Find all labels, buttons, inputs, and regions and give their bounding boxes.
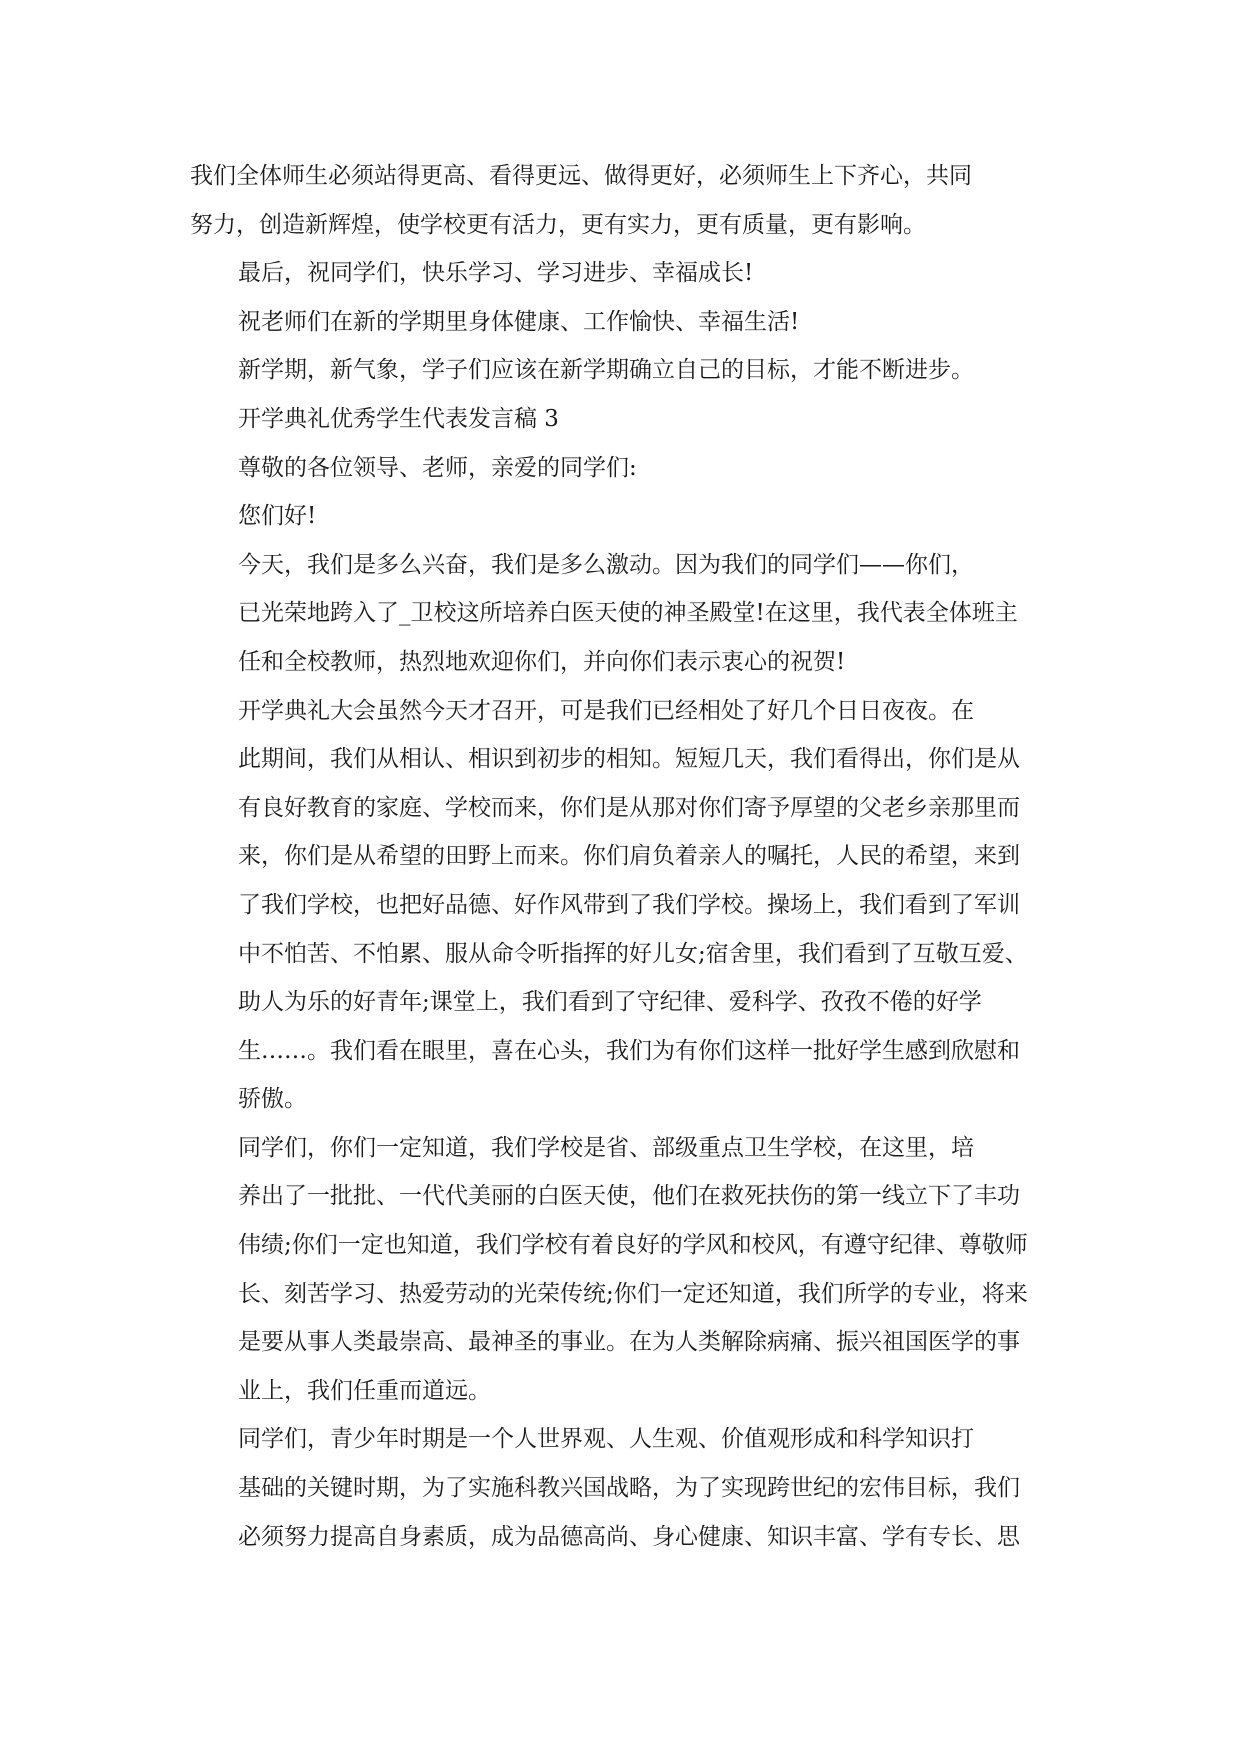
text-line: 新学期，新气象，学子们应该在新学期确立自己的目标，才能不断进步。 [238, 357, 974, 384]
text-line: 长、刻苦学习、热爱劳动的光荣传统;你们一定还知道，我们所学的专业，将来 [238, 1280, 1028, 1307]
text-line: 助人为乐的好青年;课堂上，我们看到了守纪律、爱科学、孜孜不倦的好学 [238, 989, 982, 1016]
text-line: 伟绩;你们一定也知道，我们学校有着良好的学风和校风，有遵守纪律、尊敬师 [238, 1232, 1028, 1259]
paragraph [190, 346, 1060, 395]
text-line: 来，你们是从希望的田野上而来。你们肩负着亲人的嘱托，人民的希望，来到 [238, 843, 1020, 870]
paragraph [190, 298, 1060, 347]
paragraph [190, 152, 1060, 249]
document-body [190, 152, 1060, 1561]
text-line: 今天，我们是多么兴奋，我们是多么激动。因为我们的同学们——你们， [238, 551, 974, 578]
text-line: 业上，我们任重而道远。 [238, 1377, 491, 1404]
text-line: 已光荣地跨入了_卫校这所培养白医天使的神圣殿堂!在这里，我代表全体班主 [238, 600, 1018, 627]
text-line: 有良好教育的家庭、学校而来，你们是从那对你们寄予厚望的父老乡亲那里而 [238, 794, 1020, 821]
paragraph [190, 541, 1060, 687]
text-line: 基础的关键时期，为了实施科教兴国战略，为了实现跨世纪的宏伟目标，我们 [238, 1475, 1020, 1502]
text-line: 祝老师们在新的学期里身体健康、工作愉快、幸福生活! [238, 308, 800, 335]
text-line: 是要从事人类最崇高、最神圣的事业。在为人类解除病痛、振兴祖国医学的事 [238, 1329, 1020, 1356]
text-line: 同学们，你们一定知道，我们学校是省、部级重点卫生学校，在这里，培 [238, 1134, 974, 1161]
paragraph [190, 249, 1060, 298]
paragraph [190, 687, 1060, 1124]
text-line: 任和全校教师，热烈地欢迎你们，并向你们表示衷心的祝贺! [238, 648, 846, 675]
text-line: 最后，祝同学们，快乐学习、学习进步、幸福成长! [238, 260, 754, 287]
text-line: 了我们学校，也把好品德、好作风带到了我们学校。操场上，我们看到了军训 [238, 891, 1020, 918]
text-line: 开学典礼优秀学生代表发言稿 3 [238, 405, 559, 432]
text-line: 您们好! [238, 503, 317, 530]
text-line: 养出了一批批、一代代美丽的白医天使，他们在救死扶伤的第一线立下了丰功 [238, 1183, 1020, 1210]
paragraph [190, 395, 1060, 444]
text-line: 中不怕苦、不怕累、服从命令听指挥的好儿女;宿舍里，我们看到了互敬互爱、 [238, 940, 1028, 967]
paragraph [190, 1124, 1060, 1416]
text-line: 骄傲。 [238, 1086, 307, 1113]
text-line: 尊敬的各位领导、老师，亲爱的同学们: [238, 454, 637, 481]
paragraph [190, 1415, 1060, 1561]
text-line: 此期间，我们从相认、相识到初步的相知。短短几天，我们看得出，你们是从 [238, 746, 1020, 773]
paragraph [190, 444, 1060, 493]
text-line: 努力，创造新辉煌，使学校更有活力，更有实力，更有质量，更有影响。 [190, 211, 926, 238]
paragraph [190, 492, 1060, 541]
text-line: 开学典礼大会虽然今天才召开，可是我们已经相处了好几个日日夜夜。在 [238, 697, 974, 724]
text-line: 必须努力提高自身素质，成为品德高尚、身心健康、知识丰富、学有专长、思 [238, 1523, 1020, 1550]
text-line: 同学们，青少年时期是一个人世界观、人生观、价值观形成和科学知识打 [238, 1426, 974, 1453]
text-line: 生……。我们看在眼里，喜在心头，我们为有你们这样一批好学生感到欣慰和 [238, 1037, 1020, 1064]
text-line: 我们全体师生必须站得更高、看得更远、做得更好，必须师生上下齐心，共同 [190, 163, 972, 189]
